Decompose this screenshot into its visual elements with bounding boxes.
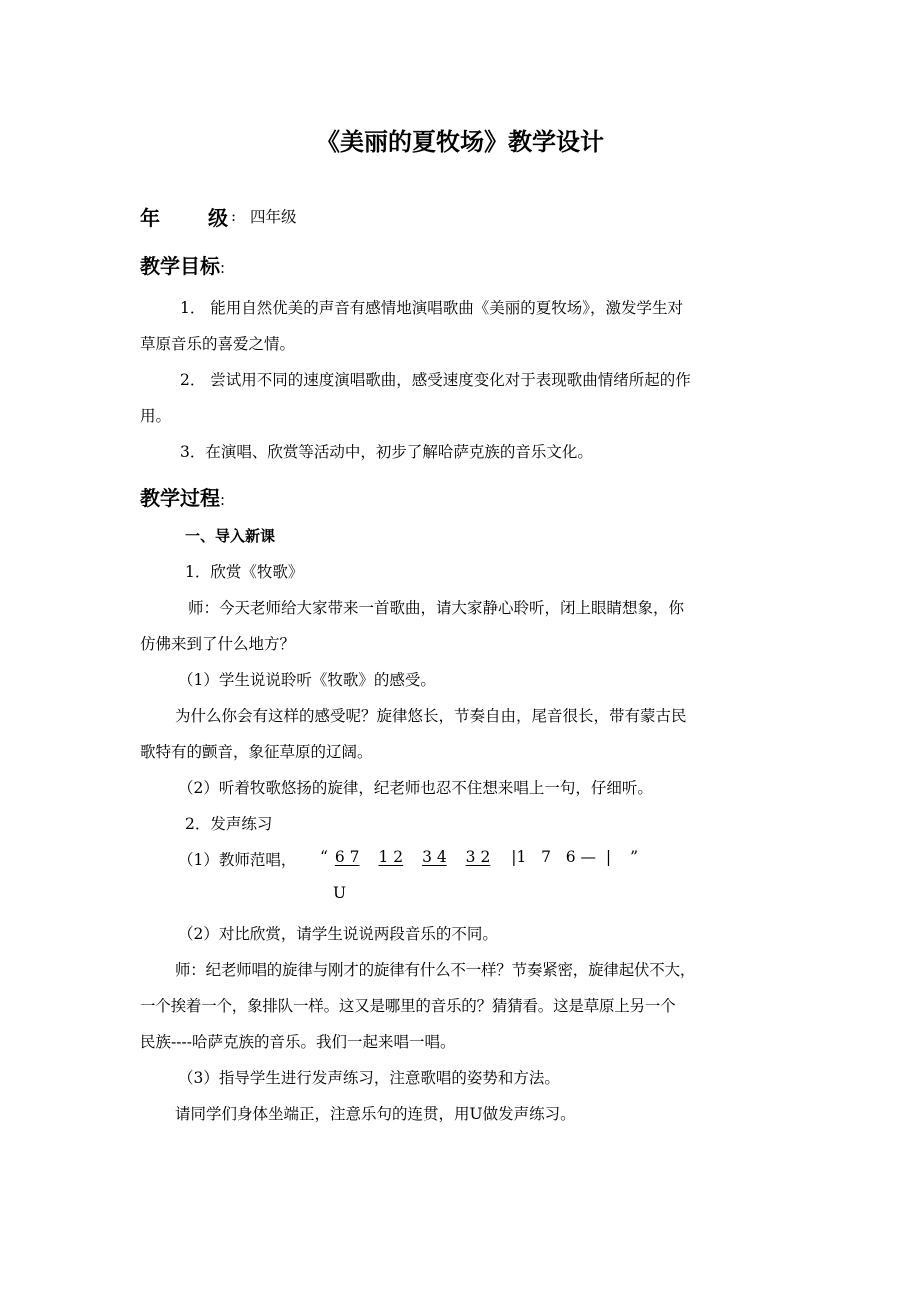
process-heading — [140, 482, 225, 511]
objective-2-line-2: 用。 — [140, 407, 172, 425]
notation-open-quote: “ — [320, 848, 328, 866]
music-notation — [320, 848, 638, 866]
process-heading-colon: : — [220, 491, 226, 509]
objectives-heading-colon: : — [220, 259, 226, 277]
note-group-4: 3 2 — [465, 848, 491, 866]
paragraph-6c: 民族----哈萨克族的音乐。我们一起来唱一唱。 — [140, 1033, 456, 1051]
paragraph-2b: 歌特有的颤音，象征草原的辽阔。 — [140, 743, 373, 761]
paragraph-3: （2）听着牧歌悠扬的旋律，纪老师也忍不住想来唱上一句，仔细听。 — [178, 779, 653, 797]
grade-colon: : — [231, 207, 237, 225]
note-group-3: 3 4 — [422, 848, 447, 866]
note-group-2: 1 2 — [378, 848, 404, 866]
objectives-heading-text: 教学目标 — [140, 254, 220, 278]
paragraph-8: 请同学们身体坐端正，注意乐句的连贯，用U做发声练习。 — [175, 1105, 576, 1123]
paragraph-4-prefix: （1）教师范唱， — [178, 851, 297, 869]
paragraph-7: （3）指导学生进行发声练习，注意歌唱的姿势和方法。 — [178, 1069, 560, 1087]
step-1-title: 1．欣赏《牧歌》 — [185, 563, 304, 581]
objectives-heading — [140, 250, 225, 279]
section-1-title: 一、导入新课 — [185, 527, 276, 545]
teacher-line-1b: 仿佛来到了什么地方？ — [140, 635, 296, 653]
paragraph-6a: 师：纪老师唱的旋律与刚才的旋律有什么不一样？节奏紧密，旋律起伏不大， — [175, 961, 696, 979]
step-2-title: 2．发声练习 — [185, 815, 273, 833]
note-rest: 1 7 6 — | — [516, 848, 612, 866]
paragraph-2a: 为什么你会有这样的感受呢？旋律悠长，节奏自由，尾音很长，带有蒙古民 — [175, 707, 687, 725]
note-group-1: 6 7 — [334, 848, 360, 866]
teacher-line-1a: 师：今天老师给大家带来一首歌曲，请大家静心聆听，闭上眼睛想象，你 — [188, 599, 685, 617]
objective-1-line-2: 草原音乐的喜爱之情。 — [140, 335, 296, 353]
notation-close-quote: ” — [630, 848, 639, 866]
objective-2-line-1: 2． 尝试用不同的速度演唱歌曲，感受速度变化对于表现歌曲情绪所起的作 — [180, 371, 691, 389]
grade-label-char-2: 级 — [208, 206, 228, 230]
objective-3: 3．在演唱、欣赏等活动中，初步了解哈萨克族的音乐文化。 — [180, 443, 593, 461]
page-title: 《美丽的夏牧场》教学设计 — [316, 128, 604, 156]
paragraph-6b: 一个挨着一个，象排队一样。这又是哪里的音乐的？猜猜看。这是草原上另一个 — [140, 997, 676, 1015]
bar-line: | — [511, 848, 517, 866]
process-heading-text: 教学过程 — [140, 486, 220, 510]
grade-label — [140, 202, 228, 231]
paragraph-5: （2）对比欣赏，请学生说说两段音乐的不同。 — [178, 925, 498, 943]
grade-value: 四年级 — [250, 208, 297, 226]
notation-syllable: U — [333, 884, 347, 902]
objective-1-line-1: 1． 能用自然优美的声音有感情地演唱歌曲《美丽的夏牧场》，激发学生对 — [180, 299, 684, 317]
grade-label-char-1: 年 — [140, 206, 160, 230]
paragraph-1: （1）学生说说聆听《牧歌》的感受。 — [178, 671, 436, 689]
